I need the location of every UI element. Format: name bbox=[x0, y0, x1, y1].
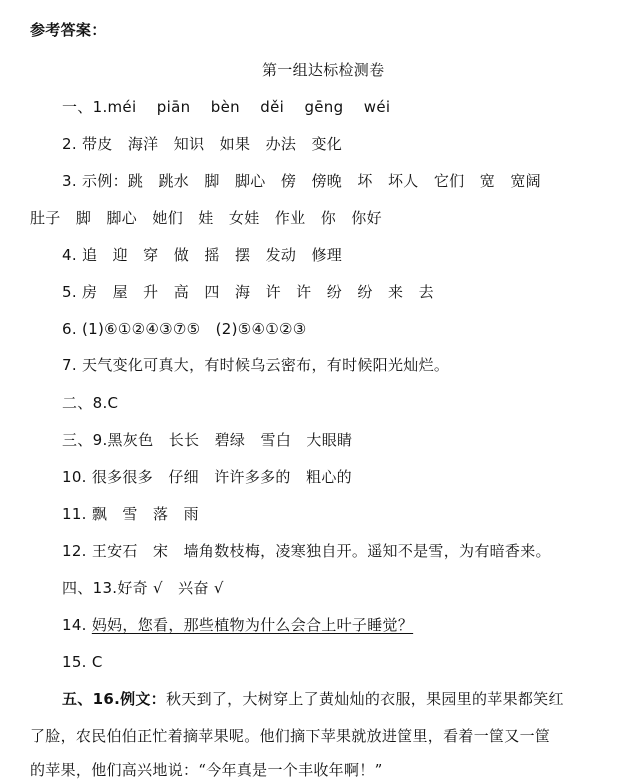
answer-line-4: 4. 追 迎 穿 做 摇 摆 发动 修理 bbox=[62, 246, 343, 264]
answer-line-1: 一、1.méi piān bèn děi gēng wéi bbox=[62, 98, 391, 116]
answer-line-16a bbox=[62, 689, 564, 709]
answer-line-12: 12. 王安石 宋 墙角数枝梅，凌寒独自开。遥知不是雪，为有暗香来。 bbox=[62, 542, 551, 560]
answer-line-9: 三、9.黑灰色 长长 碧绿 雪白 大眼睛 bbox=[62, 431, 353, 449]
answer-line-13: 四、13.好奇 √ 兴奋 √ bbox=[62, 579, 224, 597]
answer-line-6: 6. (1)⑥①②④③⑦⑤ (2)⑤④①②③ bbox=[62, 320, 307, 338]
answer-line-3a: 3. 示例：跳 跳水 脚 脚心 傍 傍晚 坏 坏人 它们 宽 宽阔 bbox=[62, 172, 541, 190]
answer-line-5: 5. 房 屋 升 高 四 海 许 许 纷 纷 来 去 bbox=[62, 283, 434, 301]
answer-line-16-prefix: 五、16.例文： bbox=[62, 690, 166, 708]
answer-line-2: 2. 带皮 海洋 知识 如果 办法 变化 bbox=[62, 135, 343, 153]
answer-line-14-number: 14. bbox=[62, 616, 92, 634]
answer-line-14-text: 妈妈，您看，那些植物为什么会合上叶子睡觉？ bbox=[91, 616, 414, 634]
answer-line-16c: 的苹果，他们高兴地说：“今年真是一个丰收年啊！” bbox=[30, 761, 383, 779]
answer-line-15: 15. C bbox=[62, 653, 103, 671]
answer-line-8: 二、8.C bbox=[62, 394, 119, 412]
answer-line-14 bbox=[62, 615, 413, 635]
answer-key-heading: 参考答案： bbox=[30, 21, 107, 39]
section-title: 第一组达标检测卷 bbox=[262, 61, 385, 79]
answer-line-11: 11. 飘 雪 落 雨 bbox=[62, 505, 199, 523]
answer-line-10: 10. 很多很多 仔细 许许多多的 粗心的 bbox=[62, 468, 352, 486]
answer-line-16-text-a: 秋天到了，大树穿上了黄灿灿的衣服，果园里的苹果都笑红 bbox=[165, 690, 564, 708]
answer-line-7: 7. 天气变化可真大，有时候乌云密布，有时候阳光灿烂。 bbox=[62, 356, 450, 374]
answer-line-3b: 肚子 脚 脚心 她们 娃 女娃 作业 你 你好 bbox=[30, 209, 382, 227]
answer-line-16b: 了脸，农民伯伯正忙着摘苹果呢。他们摘下苹果就放进筐里，看着一筐又一筐 bbox=[30, 727, 551, 745]
